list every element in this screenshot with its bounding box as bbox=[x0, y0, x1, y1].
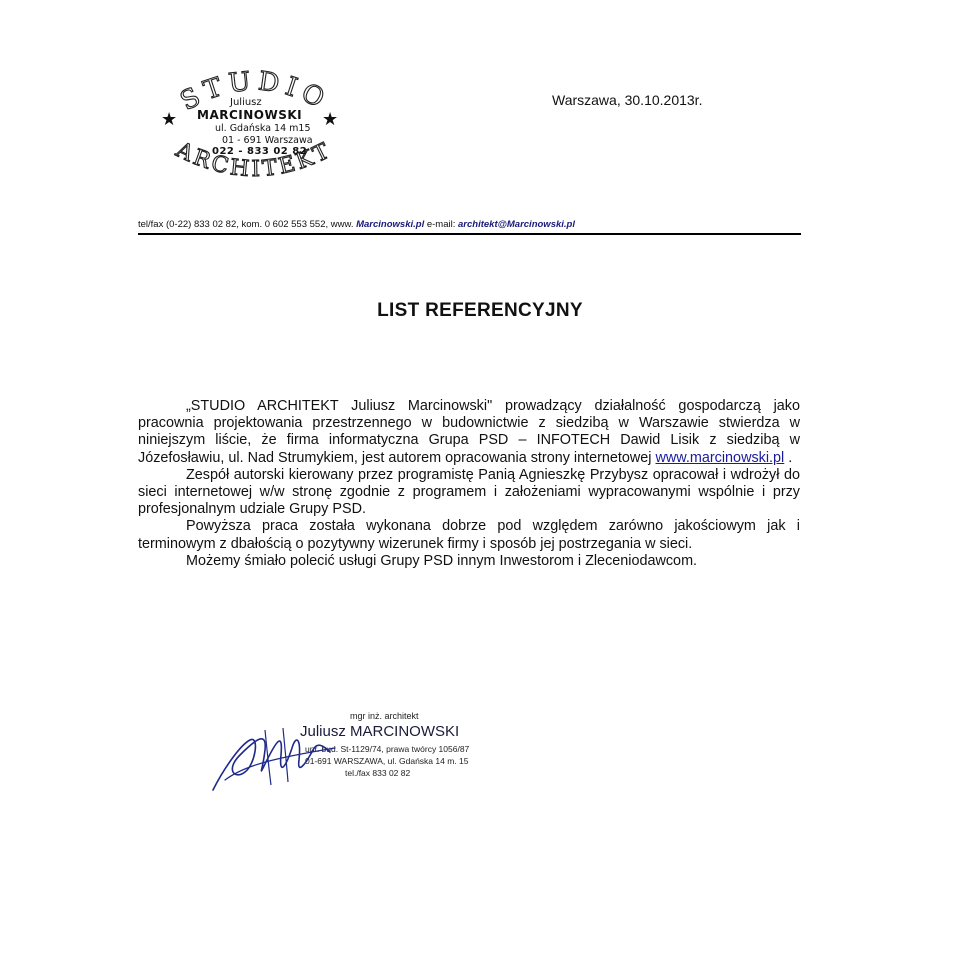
stamp-license: upr. bud. St-1129/74, prawa twórcy 1056/87 bbox=[305, 744, 470, 754]
star-icon: ★ bbox=[161, 109, 178, 129]
logo-surname: MARCINOWSKI bbox=[197, 108, 303, 122]
logo-bottom-arc: ARCHITEKT bbox=[172, 137, 336, 183]
paragraph-1-text: „STUDIO ARCHITEKT Juliusz Marcinowski" prowadzący działalność gospodarczą jako pracownia projektowania przestrzennego w budownictwie z siedzibą w Warszawie stwierdza w niniejszym liście, że firma informatyczna Grupa PSD – INFOTECH Dawid Lisik z siedzibą w Józefosławiu, ul. Nad Strumykiem, jest autorem opracowania strony internetowej bbox=[138, 398, 800, 466]
paragraph-4: Możemy śmiało polecić usługi Grupy PSD innym Inwestorom i Zleceniodawcom. bbox=[186, 552, 698, 569]
signature-block bbox=[210, 710, 510, 800]
letter-date: Warszawa, 30.10.2013r. bbox=[552, 92, 703, 108]
paragraph-1-end: . bbox=[784, 449, 793, 466]
handwritten-signature bbox=[205, 710, 345, 800]
letterhead-divider bbox=[138, 233, 801, 235]
website-url-link[interactable]: www.marcinowski.pl bbox=[655, 449, 785, 466]
star-icon: ★ bbox=[322, 109, 339, 129]
email-label: e-mail: bbox=[424, 219, 459, 230]
paragraph-3: Powyższa praca została wykonana dobrze pod względem zarówno jakościowym jak i terminowym z dbałością o pozytywny wizerunek firmy i sposób jej postrzegania w sieci. bbox=[138, 518, 800, 552]
stamp-address: 01-691 WARSZAWA, ul. Gdańska 14 m. 15 bbox=[305, 756, 469, 766]
stamp-title: mgr inż. architekt bbox=[350, 711, 419, 721]
email-link[interactable]: architekt@Marcinowski.pl bbox=[458, 219, 575, 230]
stamp-phone: tel./fax 833 02 82 bbox=[345, 768, 411, 778]
website-link[interactable]: Marcinowski.pl bbox=[356, 219, 425, 230]
company-logo bbox=[160, 70, 350, 195]
logo-top-arc: STUDIO bbox=[175, 70, 335, 117]
contact-line bbox=[138, 219, 575, 230]
paragraph-1 bbox=[138, 398, 800, 467]
letter-title: LIST REFERENCYJNY bbox=[377, 300, 583, 321]
logo-phone: 022 - 833 02 82 bbox=[212, 146, 308, 157]
paragraph-2: Zespół autorski kierowany przez programistę Panią Agnieszkę Przybysz opracował i wdrożył do sieci internetowej w/w stronę zgodnie z programem i założeniami wypracowanymi wspólnie i przy profesjonalnym udziale Grupy PSD. bbox=[138, 466, 800, 518]
logo-address-city: 01 - 691 Warszawa bbox=[222, 135, 313, 146]
stamp-name: Juliusz MARCINOWSKI bbox=[300, 723, 460, 740]
logo-first-name: Juliusz bbox=[230, 97, 262, 108]
letter-body bbox=[138, 398, 800, 570]
logo-address-street: ul. Gdańska 14 m15 bbox=[215, 123, 311, 134]
contact-phones: tel/fax (0-22) 833 02 82, kom. 0 602 553 552, www. bbox=[138, 219, 357, 230]
